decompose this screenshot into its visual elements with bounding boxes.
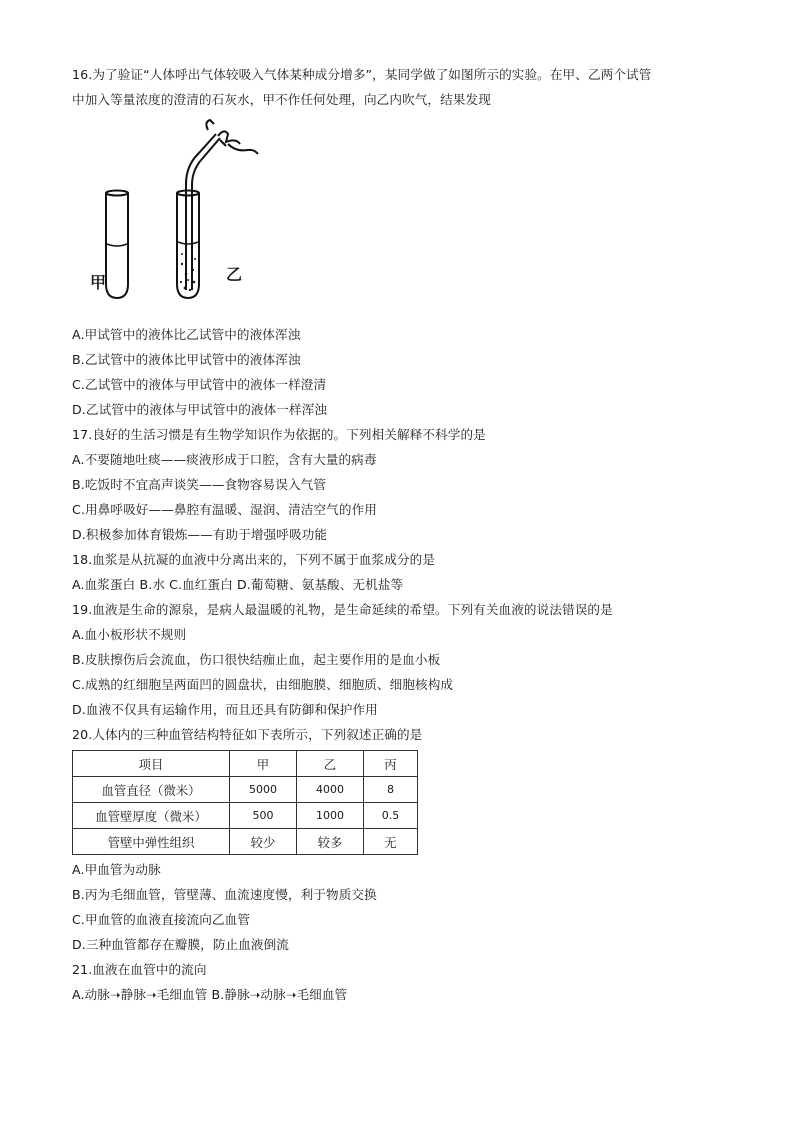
q16-stem-line2: 中加入等量浓度的澄清的石灰水，甲不作任何处理，向乙内吹气，结果发现 — [72, 92, 491, 107]
q20-option-a: A.甲血管为动脉 — [72, 862, 161, 877]
q16-stem-line1: 16.为了验证“人体呼出气体较吸入气体某种成分增多”，某同学做了如图所示的实验。在甲、乙两个试管 — [72, 67, 652, 82]
table-cell: 1000 — [297, 803, 364, 829]
exam-page — [72, 62, 732, 1007]
table-header-cell: 乙 — [297, 751, 364, 777]
table-cell: 500 — [230, 803, 297, 829]
vessel-table — [72, 750, 418, 855]
table-cell: 管壁中弹性组织 — [73, 829, 230, 855]
q19-option-d: D.血液不仅具有运输作用，而且还具有防御和保护作用 — [72, 702, 378, 717]
q18-stem: 18.血浆是从抗凝的血液中分离出来的，下列不属于血浆成分的是 — [72, 552, 436, 567]
q17-option-c: C.用鼻呼吸好——鼻腔有温暖、湿润、清洁空气的作用 — [72, 502, 377, 517]
label-yi: 乙 — [226, 265, 243, 284]
table-row — [73, 829, 418, 855]
table-header-row — [73, 751, 418, 777]
test-tube-drawing — [78, 114, 278, 314]
q18-options: A.血浆蛋白 B.水 C.血红蛋白 D.葡萄糖、氨基酸、无机盐等 — [72, 577, 404, 592]
table-header-cell: 丙 — [364, 751, 418, 777]
q17-stem: 17.良好的生活习惯是有生物学知识作为依据的。下列相关解释不科学的是 — [72, 427, 486, 442]
q16-option-c: C.乙试管中的液体与甲试管中的液体一样澄清 — [72, 377, 327, 392]
tube-jia — [106, 191, 128, 299]
test-tube-figure — [78, 114, 278, 314]
table-cell: 较多 — [297, 829, 364, 855]
table-cell: 5000 — [230, 777, 297, 803]
q20-option-d: D.三种血管都存在瓣膜，防止血液倒流 — [72, 937, 290, 952]
q19-option-b: B.皮肤擦伤后会流血，伤口很快结痂止血，起主要作用的是血小板 — [72, 652, 441, 667]
q20-option-c: C.甲血管的血液直接流向乙血管 — [72, 912, 251, 927]
straw — [186, 134, 220, 290]
table-header-cell: 甲 — [230, 751, 297, 777]
table-cell: 0.5 — [364, 803, 418, 829]
table-cell: 8 — [364, 777, 418, 803]
q21-stem: 21.血液在血管中的流向 — [72, 962, 207, 977]
table-cell: 血管直径（微米） — [73, 777, 230, 803]
table-cell: 较少 — [230, 829, 297, 855]
table-row — [73, 777, 418, 803]
q16-option-d: D.乙试管中的液体与甲试管中的液体一样浑浊 — [72, 402, 328, 417]
q19-option-a: A.血小板形状不规则 — [72, 627, 187, 642]
bubbles — [180, 253, 196, 291]
q17-option-b: B.吃饭时不宜高声谈笑——食物容易误入气管 — [72, 477, 327, 492]
q19-option-c: C.成熟的红细胞呈两面凹的圆盘状，由细胞膜、细胞质、细胞核构成 — [72, 677, 454, 692]
q21-options: A.动脉➝静脉➝毛细血管 B.静脉➝动脉➝毛细血管 — [72, 987, 348, 1002]
q17-option-a: A.不要随地吐痰——痰液形成于口腔，含有大量的病毒 — [72, 452, 377, 467]
table-cell: 4000 — [297, 777, 364, 803]
q20-stem: 20.人体内的三种血管结构特征如下表所示，下列叙述正确的是 — [72, 727, 423, 742]
q20-option-b: B.丙为毛细血管，管壁薄、血流速度慢，利于物质交换 — [72, 887, 377, 902]
table-header-cell: 项目 — [73, 751, 230, 777]
q16-option-a: A.甲试管中的液体比乙试管中的液体浑浊 — [72, 327, 301, 342]
q17-option-d: D.积极参加体育锻炼——有助于增强呼吸功能 — [72, 527, 328, 542]
table-row — [73, 803, 418, 829]
table-cell: 无 — [364, 829, 418, 855]
table-cell: 血管壁厚度（微米） — [73, 803, 230, 829]
q16-option-b: B.乙试管中的液体比甲试管中的液体浑浊 — [72, 352, 301, 367]
label-jia: 甲 — [90, 273, 107, 292]
q19-stem: 19.血液是生命的源泉，是病人最温暖的礼物，是生命延续的希望。下列有关血液的说法错误的是 — [72, 602, 613, 617]
